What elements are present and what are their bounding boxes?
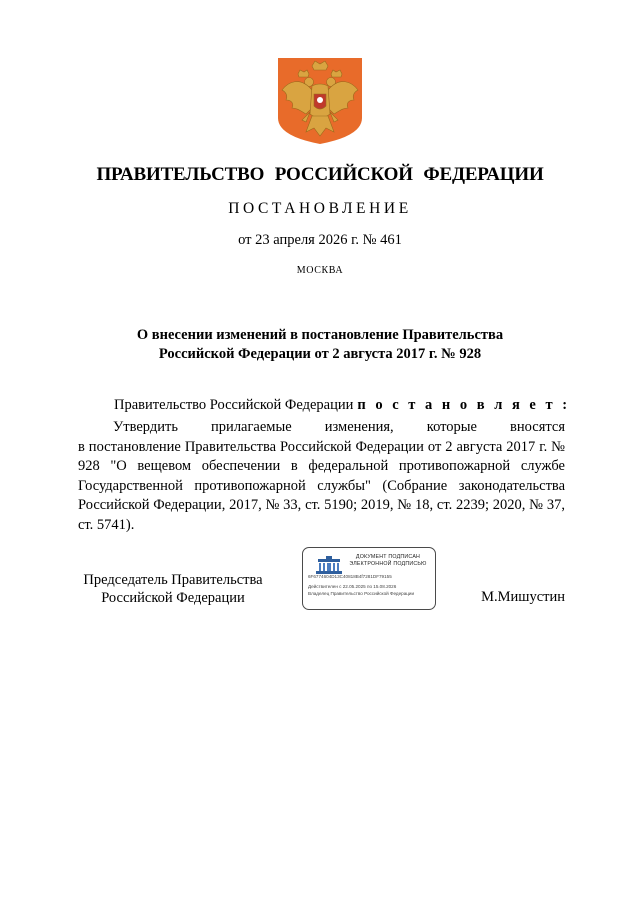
paragraph-first-line: Утвердить прилагаемые изменения, которые вносятся [113,419,565,435]
esign-serial-number: 6F6774604D13C40818B4f7281DF79155 [308,574,392,579]
electronic-signature-stamp [302,547,436,610]
esign-validity: Действителен с 22.05.2025 по 15.08.2026 [308,584,397,589]
preamble [114,397,570,414]
signer-title-line-2: Российской Федерации [101,590,245,606]
document-type: ПОСТАНОВЛЕНИЕ [228,200,412,217]
government-title: ПРАВИТЕЛЬСТВО РОССИЙСКОЙ ФЕДЕРАЦИИ [96,164,544,185]
document-date-number: от 23 апреля 2026 г. № 461 [238,232,402,248]
esign-heading-line-2: ЭЛЕКТРОННОЙ ПОДПИСЬЮ [349,561,427,567]
esign-owner: Владелец Правительство Российской Федерации [308,591,415,596]
government-building-icon [315,555,343,575]
esign-heading [343,554,433,568]
preamble-text: Правительство Российской Федерации [114,397,354,413]
signer-title-line-1: Председатель Правительства [83,572,263,588]
document-subject [80,326,560,364]
body-paragraph [78,418,565,535]
paragraph-rest: в постановление Правительства Российской Федерации от 2 августа 2017 г. № 928 "О вещевом обеспечении в федеральной противопожарной службе Государственной противопожарной службы" (Собрание законодательства Российской Федерации, 2017, № 33, ст. 5190; 2019, № 18, ст. 2239; 2020, № 37, ст. 5741). [78,438,565,533]
signer-name: М.Мишустин [481,589,565,605]
coat-of-arms-icon [276,56,364,146]
city-label: МОСКВА [296,265,344,276]
decides-word: п о с т а н о в л я е т : [357,397,571,413]
subject-line-1: О внесении изменений в постановление Правительства [136,327,504,343]
subject-line-2: Российской Федерации от 2 августа 2017 г. № 928 [158,346,482,362]
esign-heading-line-1: ДОКУМЕНТ ПОДПИСАН [355,554,421,560]
signer-title [78,571,268,607]
